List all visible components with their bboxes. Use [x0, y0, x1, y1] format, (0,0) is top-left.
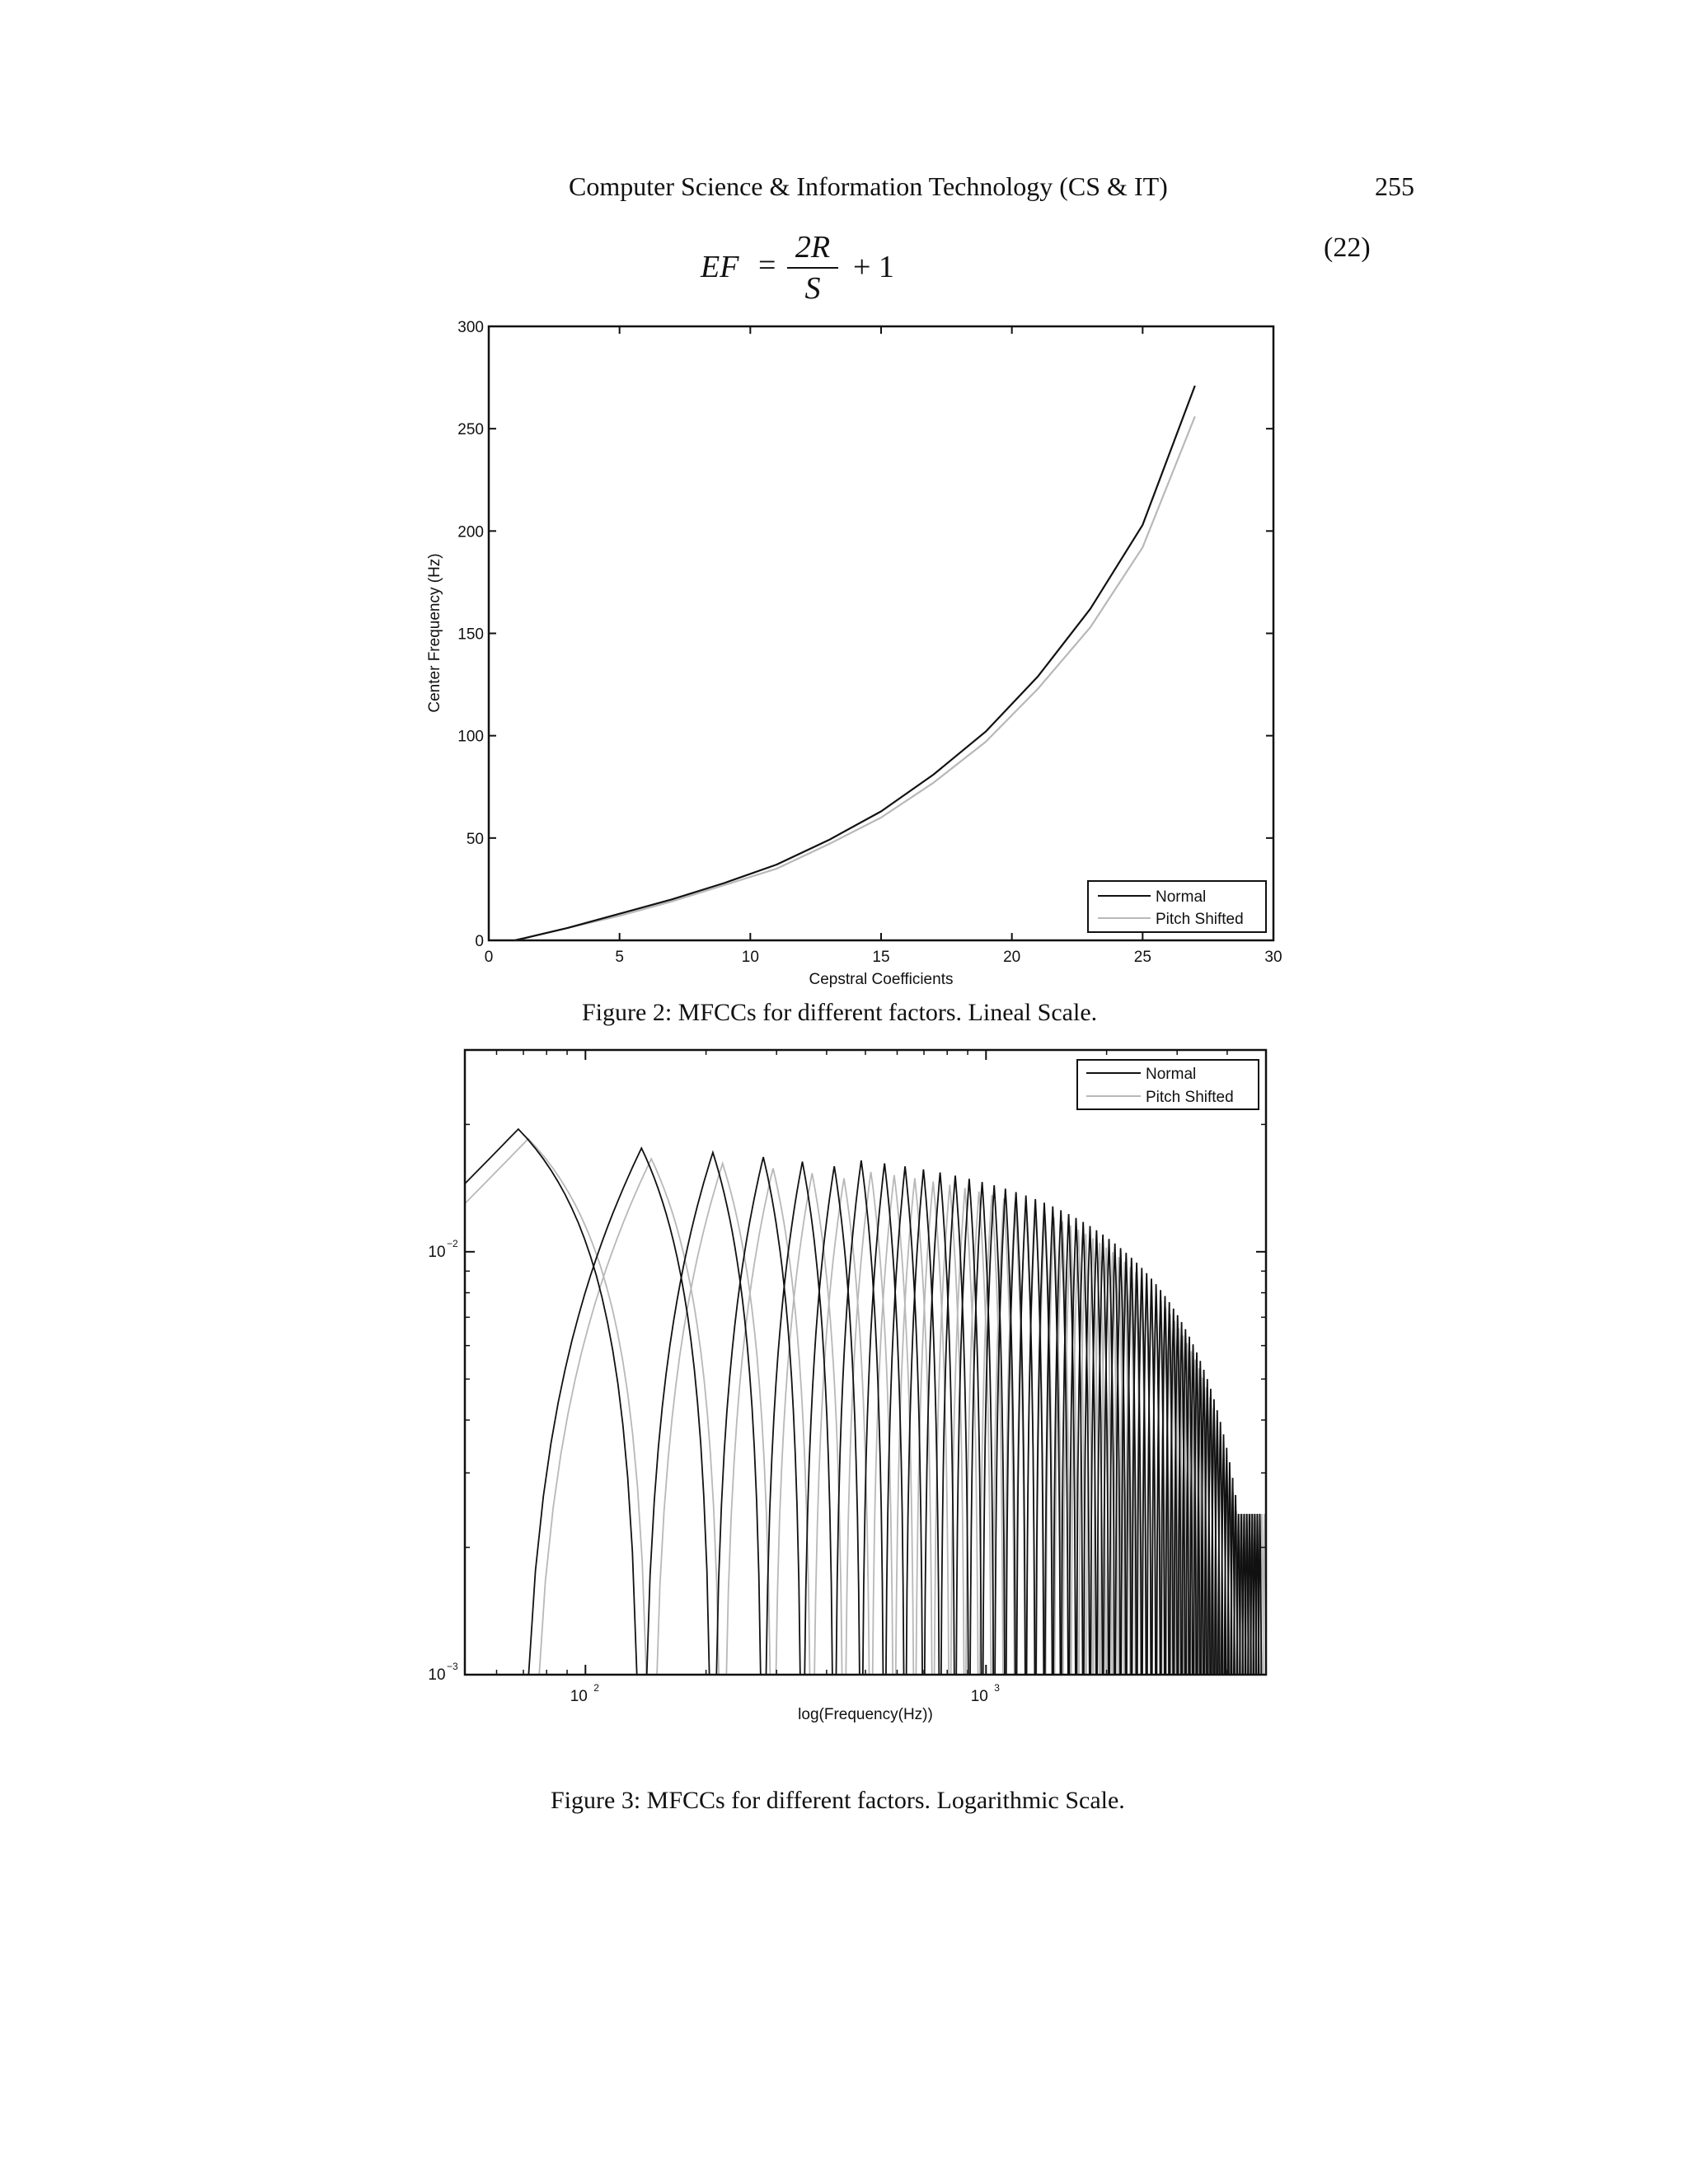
- fig3-xtick-label: 10: [570, 1688, 588, 1705]
- fig2-xtick-label: 10: [741, 949, 759, 966]
- fig3-xtick-exp: 2: [593, 1682, 599, 1694]
- fig2-series-normal: [515, 386, 1195, 940]
- equation-number: (22): [1324, 232, 1371, 263]
- fig3-legend-pitch: Pitch Shifted: [1146, 1089, 1234, 1106]
- fig3-legend: [1077, 1060, 1259, 1109]
- fig2-xtick-label: 0: [484, 949, 494, 966]
- fig3-xtick-label: 10: [970, 1688, 988, 1705]
- fig3-xtick-exp: 3: [994, 1682, 1000, 1694]
- fig3-ytick-exp: −3: [447, 1661, 458, 1672]
- fig3-filter: [651, 1164, 773, 1716]
- fig2-legend-pitch: Pitch Shifted: [1156, 911, 1244, 928]
- running-header: Computer Science & Information Technology (CS & IT): [569, 171, 1168, 201]
- fraction-bar: [787, 267, 838, 269]
- equation-lhs: EF: [701, 250, 739, 284]
- fig2-legend-normal: Normal: [1156, 888, 1207, 906]
- equation-rest: + 1: [853, 250, 894, 284]
- fig2-xtick-label: 5: [615, 949, 624, 966]
- equation-numerator: 2R: [795, 230, 831, 265]
- fig3-filter: [528, 1159, 723, 1716]
- fig2-ylabel: Center Frequency (Hz): [426, 553, 443, 713]
- figure-2-caption: Figure 2: MFCCs for different factors. Lineal Scale.: [582, 999, 1098, 1026]
- fig3-ytick-exp: −2: [447, 1237, 458, 1249]
- figure-2-chart: [412, 313, 1302, 989]
- fig3-filter: [426, 1129, 641, 1716]
- fig2-ytick-label: 250: [457, 421, 484, 439]
- fig2-xtick-label: 15: [872, 949, 890, 966]
- fig3-filter: [518, 1148, 713, 1716]
- fig3-filter: [436, 1139, 651, 1716]
- page-number: 255: [1375, 171, 1414, 201]
- fig2-xtick-label: 20: [1003, 949, 1021, 966]
- equation-fraction: [787, 229, 838, 307]
- fig2-xlabel: Cepstral Coefficients: [809, 971, 954, 988]
- fig2-ytick-label: 150: [457, 626, 484, 644]
- fig2-ytick-label: 50: [466, 830, 484, 848]
- fig3-ytick-label: 10: [428, 1666, 446, 1684]
- fig2-legend: [1088, 881, 1266, 932]
- fig3-series-normal: [426, 1129, 1263, 1716]
- figure-3-caption: Figure 3: MFCCs for different factors. Logarithmic Scale.: [551, 1787, 1125, 1814]
- fig2-axes-frame: [489, 326, 1273, 940]
- fig2-ytick-label: 100: [457, 728, 484, 746]
- fig2-xtick-label: 30: [1264, 949, 1282, 966]
- figure-3-chart: [412, 1038, 1302, 1731]
- fig3-xlabel: log(Frequency(Hz)): [798, 1706, 933, 1723]
- fig2-ytick-label: 0: [475, 933, 484, 950]
- fig2-xtick-label: 25: [1133, 949, 1151, 966]
- fig2-ytick-label: 200: [457, 523, 484, 541]
- fig2-ytick-label: 300: [457, 319, 484, 336]
- fig2-series-pitch-shifted: [515, 416, 1195, 940]
- fig3-legend-normal: Normal: [1146, 1066, 1197, 1083]
- equation-denominator: S: [804, 271, 821, 306]
- fig3-ytick-label: 10: [428, 1243, 446, 1261]
- equation-equals: =: [758, 248, 776, 283]
- equation: [701, 231, 931, 305]
